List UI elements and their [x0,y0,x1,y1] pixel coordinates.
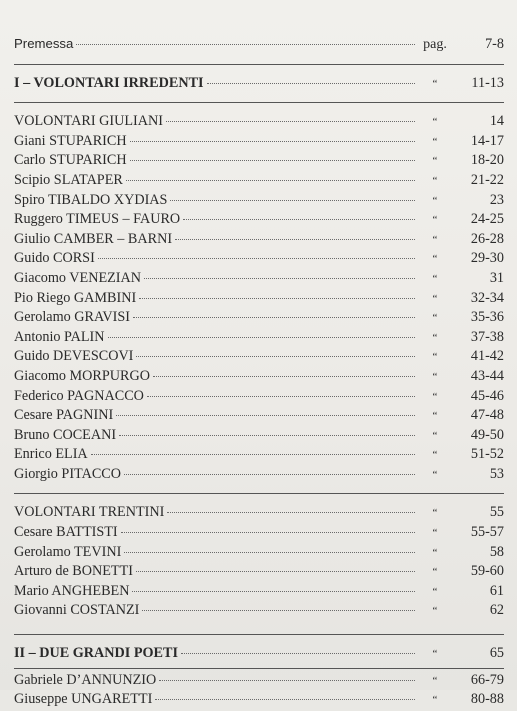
ditto-mark: “ [432,116,438,129]
dot-leader [166,120,415,122]
page-range: 59-60 [470,563,504,580]
toc-entry-label: Gabriele D’ANNUNZIO [14,671,157,688]
ditto-mark: “ [432,194,438,207]
dot-leader [159,679,415,681]
page-range: 47-48 [470,407,504,424]
toc-section-heading [14,645,504,665]
toc-entry-label: Premessa [14,36,74,51]
dot-leader [207,82,415,84]
toc-entry-label: Ruggero TIMEUS – FAURO [14,211,181,228]
ditto-mark: “ [432,135,438,148]
dot-leader [136,355,415,357]
ditto-mark: “ [432,253,438,266]
page-abbrev: pag. [423,37,447,52]
dot-leader [119,434,415,436]
toc-entry [14,192,504,212]
ditto-mark: “ [432,370,438,383]
toc-entry-label: Giorgio PITACCO [14,465,121,482]
page-range: 51-52 [470,446,504,463]
ditto-mark: “ [432,527,438,540]
page-range: 53 [489,465,504,482]
ditto-mark: “ [432,674,438,687]
toc-entry [14,504,504,524]
toc-entry [14,583,504,603]
dot-leader [132,590,415,592]
toc-entry-label: Guido CORSI [14,250,95,267]
toc-entry-label: Bruno COCEANI [14,426,117,443]
toc-entry-label: Spiro TIBALDO XYDIAS [14,191,168,208]
dot-leader [116,414,415,416]
section-divider [14,493,504,494]
toc-entry [14,211,504,231]
ditto-mark: “ [432,605,438,618]
page-range: 80-88 [470,691,504,708]
giuliani-list [14,113,504,485]
dot-leader [142,609,415,611]
ditto-mark: “ [432,449,438,462]
toc-entry [14,329,504,349]
page-range: 32-34 [470,289,504,306]
toc-entry-label: Gerolamo GRAVISI [14,309,130,326]
toc-entry-label: Giuseppe UNGARETTI [14,691,153,708]
toc-entry [14,290,504,310]
page-range: 43-44 [470,367,504,384]
trentini-list [14,504,504,622]
toc-entry-label: Carlo STUPARICH [14,152,127,169]
dot-leader [175,238,415,240]
page-range: 65 [489,645,504,662]
toc-entry-label: Giovanni COSTANZI [14,602,140,619]
ditto-mark: “ [432,214,438,227]
ditto-mark: “ [432,429,438,442]
toc-entry [14,368,504,388]
page-range: 35-36 [470,309,504,326]
toc-entry-label: Giacomo VENEZIAN [14,269,142,286]
dot-leader [153,375,415,377]
toc-entry [14,348,504,368]
dot-leader [124,473,415,475]
dot-leader [147,395,415,397]
dot-leader [170,199,415,201]
dot-leader [167,511,415,513]
page-range: 29-30 [470,250,504,267]
toc-entry [14,691,504,711]
toc-entry-label: Mario ANGHEBEN [14,582,130,599]
page-range: 31 [489,269,504,286]
toc-entry [14,172,504,192]
toc-entry-label: Pio Riego GAMBINI [14,289,137,306]
page-range: 58 [489,543,504,560]
dot-leader [183,218,415,220]
ditto-mark: “ [432,351,438,364]
page-range: 45-46 [470,387,504,404]
page-range: 62 [489,602,504,619]
ditto-mark: “ [432,546,438,559]
toc-entry [14,466,504,486]
page-range: 11-13 [471,74,504,91]
dot-leader [124,551,415,553]
section-divider [14,102,504,103]
page-range: 18-20 [470,152,504,169]
dot-leader [130,159,415,161]
toc-entry-label: Giani STUPARICH [14,132,127,149]
ditto-mark: “ [432,174,438,187]
toc-entry [14,672,504,692]
ditto-mark: “ [432,566,438,579]
page-range: 23 [489,191,504,208]
dot-leader [136,570,415,572]
dot-leader [155,698,415,700]
dot-leader [91,453,415,455]
page-range: 61 [489,582,504,599]
toc-entry-premessa [14,36,504,56]
page-range: 7-8 [485,36,504,52]
toc-section-heading [14,75,504,95]
toc-entry [14,602,504,622]
toc-entry [14,524,504,544]
toc-entry-label: VOLONTARI TRENTINI [14,504,165,521]
page-range: 55 [489,504,504,521]
toc-entry [14,270,504,290]
dot-leader [126,179,415,181]
section-divider [14,668,504,669]
dot-leader [76,43,415,45]
page-range: 14 [489,113,504,130]
ditto-mark: “ [432,648,438,661]
toc-entry-label: Cesare BATTISTI [14,524,118,541]
ditto-mark: “ [432,694,438,707]
toc-entry-label: VOLONTARI GIULIANI [14,113,163,130]
toc-entry [14,250,504,270]
section-divider [14,634,504,635]
ditto-mark: “ [432,292,438,305]
dot-leader [139,297,415,299]
toc-entry-label: Giulio CAMBER – BARNI [14,230,173,247]
toc-entry [14,427,504,447]
ditto-mark: “ [432,77,438,90]
page-range: 26-28 [470,230,504,247]
poeti-list [14,672,504,711]
page-range: 37-38 [470,328,504,345]
toc-entry-label: II – DUE GRANDI POETI [14,645,178,662]
toc-entry-label: Antonio PALIN [14,328,105,345]
toc-entry-label: Scipio SLATAPER [14,171,123,188]
section-divider [14,64,504,65]
toc-entry [14,152,504,172]
toc-entry [14,563,504,583]
ditto-mark: “ [432,331,438,344]
page-range: 55-57 [470,524,504,541]
ditto-mark: “ [432,468,438,481]
toc-entry [14,544,504,564]
page-range: 49-50 [470,426,504,443]
toc-entry-label: Federico PAGNACCO [14,387,144,404]
toc-entry [14,407,504,427]
toc-entry [14,133,504,153]
ditto-mark: “ [432,272,438,285]
toc-entry-label: Giacomo MORPURGO [14,367,150,384]
page-range: 66-79 [470,671,504,688]
toc-entry [14,113,504,133]
ditto-mark: “ [432,507,438,520]
dot-leader [108,336,415,338]
toc-entry-label: I – VOLONTARI IRREDENTI [14,74,204,91]
ditto-mark: “ [432,155,438,168]
toc-entry [14,388,504,408]
ditto-mark: “ [432,585,438,598]
page-range: 21-22 [470,171,504,188]
dot-leader [144,277,415,279]
toc-entry-label: Arturo de BONETTI [14,563,133,580]
toc-entry-label: Enrico ELIA [14,446,88,463]
dot-leader [181,652,415,654]
ditto-mark: “ [432,410,438,423]
toc-entry [14,231,504,251]
dot-leader [121,531,415,533]
page-range: 41-42 [470,348,504,365]
dot-leader [133,316,415,318]
ditto-mark: “ [432,312,438,325]
toc-entry [14,446,504,466]
page-range: 24-25 [470,211,504,228]
toc-entry [14,309,504,329]
ditto-mark: “ [432,233,438,246]
toc-entry-label: Gerolamo TEVINI [14,543,122,560]
page-range: 14-17 [470,132,504,149]
dot-leader [130,140,415,142]
table-of-contents [14,36,504,711]
toc-entry-label: Guido DEVESCOVI [14,348,134,365]
ditto-mark: “ [432,390,438,403]
toc-entry-label: Cesare PAGNINI [14,407,114,424]
dot-leader [98,257,415,259]
